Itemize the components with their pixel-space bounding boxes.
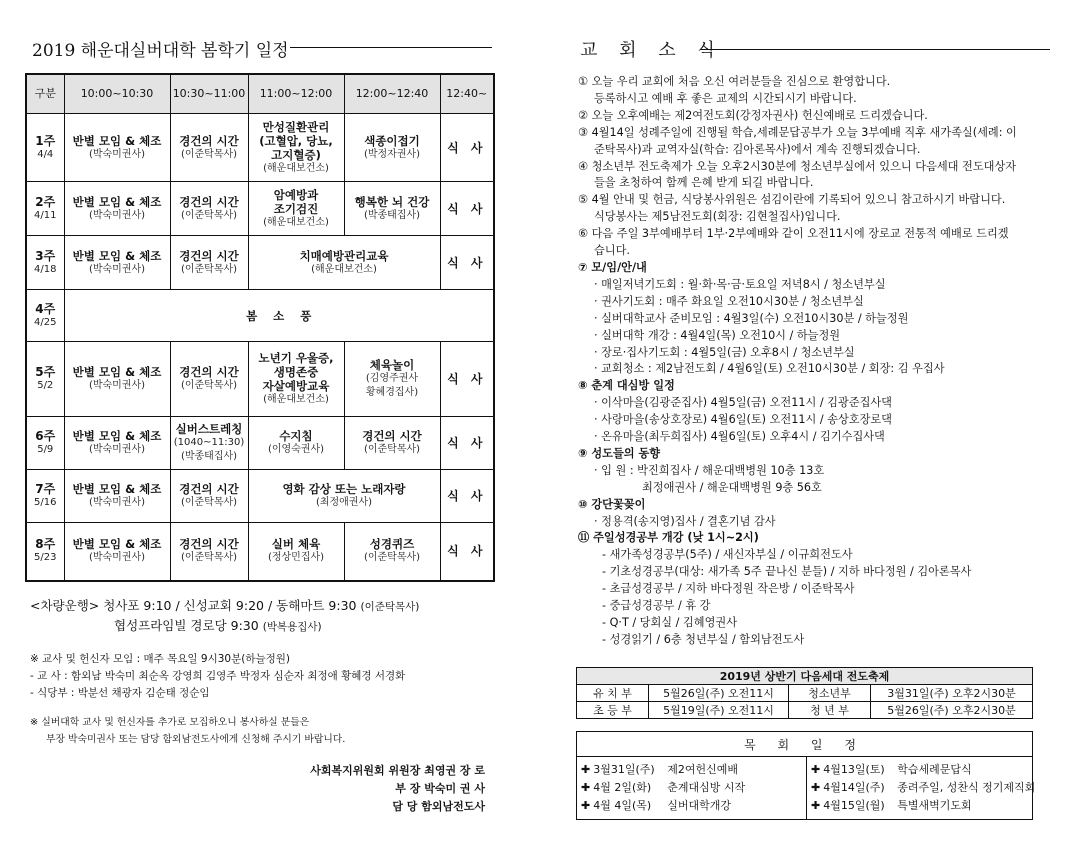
- activity-name: 경건의 시간: [179, 133, 239, 148]
- schedule-cell: [170, 114, 248, 182]
- schedule-cell: [344, 417, 440, 470]
- activity-name: 암예방과 조기검진: [273, 187, 319, 216]
- pastoral-date: 4월13일(토): [823, 763, 885, 776]
- activity-name: 경건의 시간: [179, 248, 239, 263]
- activity-leader: (이준탁목사): [363, 552, 421, 564]
- activity-name: 치매예방관리교육: [299, 248, 389, 263]
- week-label: 1주: [35, 133, 56, 148]
- activity-leader: (박종태집사): [363, 209, 421, 221]
- pastoral-date: 4월15일(월): [823, 799, 885, 812]
- schedule-row: [26, 523, 494, 581]
- activity-name: 반별 모임 & 체조: [72, 365, 162, 379]
- week-date: 4/25: [34, 316, 57, 328]
- pastoral-item: [581, 761, 802, 779]
- schedule-cell: [64, 417, 170, 470]
- week-label: 7주: [35, 482, 56, 496]
- pastoral-event: 실버대학개강: [667, 799, 731, 812]
- vehicle-label: <차량운행>: [30, 598, 100, 613]
- pastoral-item: [581, 779, 802, 797]
- news-line: - 새가족성경공부(5주) / 새신자부실 / 이규희전도사: [602, 548, 853, 562]
- festival-title: 2019년 상반기 다음세대 전도축제: [577, 668, 1033, 685]
- week-cell: [26, 290, 64, 342]
- news-line: · 온유마을(최두희집사) 4월6일(토) 오후4시 / 김기수집사댁: [594, 430, 885, 444]
- activity-leader: (이준탁목사): [363, 444, 421, 455]
- signature-manager: 담 당 함외남전도사: [392, 800, 485, 813]
- schedule-cell: [248, 342, 344, 417]
- meal-cell: 식 사: [440, 342, 494, 417]
- news-line: 식당봉사는 제5남전도회(회장: 김현철집사)입니다.: [594, 210, 841, 224]
- signature-head: 부 장 박숙미 권 사: [395, 782, 485, 795]
- schedule-cell: [344, 342, 440, 417]
- picnic-cell: 봄 소 풍: [64, 290, 494, 342]
- news-line: · 매일저녁기도회 : 월·화·목·금·토요일 저녁8시 / 청소년부실: [594, 277, 886, 291]
- activity-name: 노년기 우울증, 생명존중 자살예방교육: [258, 351, 334, 393]
- pastoral-event: 제2여헌신예배: [667, 763, 738, 776]
- table-header-row: [26, 74, 494, 114]
- meal-cell: 식 사: [440, 523, 494, 581]
- activity-leader: (이영숙권사): [267, 444, 325, 455]
- title-rule: [290, 47, 492, 48]
- news-line: - 초급성경공부 / 지하 바다정원 작은방 / 이준탁목사: [602, 582, 855, 596]
- news-line: · 이삭마을(김광준집사) 4월5일(금) 오전11시 / 김광준집사댁: [594, 396, 892, 410]
- vehicle-route-2: 협성프라임빌 경로당 9:30: [114, 618, 259, 633]
- activity-leader: (김영주권사 황혜경집사): [365, 373, 419, 398]
- schedule-cell: [170, 523, 248, 581]
- schedule-cell: [170, 236, 248, 290]
- kitchen-note: - 식당부 : 박분선 채광자 김순태 정순임: [30, 687, 210, 699]
- activity-name: 경건의 시간: [179, 482, 239, 496]
- news-heading: ⑦ 모/임/안/내: [578, 260, 647, 274]
- vehicle-driver-2: (박복용집사): [262, 621, 322, 633]
- pastoral-item: [581, 797, 802, 815]
- week-label: 6주: [35, 429, 56, 443]
- activity-name: 반별 모임 & 체조: [72, 248, 162, 263]
- activity-name: 성경퀴즈: [369, 537, 415, 552]
- pastoral-table: [576, 731, 1036, 820]
- activity-leader: (박숙미권사): [88, 380, 146, 391]
- schedule-cell: [248, 470, 440, 523]
- activity-name: 실버스트레칭: [175, 422, 243, 436]
- schedule-cell: [344, 182, 440, 236]
- news-line: · 장로·집사기도회 : 4월5일(금) 오후8시 / 청소년부실: [594, 345, 855, 359]
- schedule-cell: [344, 523, 440, 581]
- week-label: 5주: [35, 365, 56, 379]
- activity-leader: (박숙미권사): [88, 263, 146, 275]
- header-cell: 10:00~10:30: [64, 74, 170, 114]
- pastoral-date: 4월 2일(화): [593, 781, 652, 794]
- week-date: 5/2: [37, 380, 54, 391]
- pastoral-item: [811, 797, 1028, 815]
- header-cell: 11:00~12:00: [248, 74, 344, 114]
- news-line: 등록하시고 예배 후 좋은 교제의 시간되시기 바랍니다.: [594, 91, 857, 105]
- activity-name: 영화 감상 또는 노래자랑: [282, 482, 406, 496]
- header-cell: 12:00~12:40: [344, 74, 440, 114]
- meeting-note: ※ 교사 및 헌신자 모임 : 매주 목요일 9시30분(하늘정원): [30, 653, 290, 665]
- header-cell: 12:40~: [440, 74, 494, 114]
- teachers-note: - 교 사 : 함외남 박숙미 최순옥 강영희 김영주 박정자 심순자 최정애 황혜경 서경화: [30, 670, 406, 682]
- schedule-row: [26, 342, 494, 417]
- week-label: 4주: [35, 301, 56, 316]
- news-line: 최정애권사 / 해운대백병원 9층 56호: [642, 480, 822, 494]
- vehicle-driver-1: (이준탁목사): [360, 601, 420, 613]
- activity-name: 경건의 시간: [362, 429, 422, 443]
- news-line: ② 오늘 오후예배는 제2여전도회(강정자권사) 헌신예배로 드리겠습니다.: [578, 108, 928, 122]
- schedule-cell: [64, 182, 170, 236]
- week-cell: [26, 523, 64, 581]
- schedule-cell: [64, 236, 170, 290]
- activity-leader: (박숙미권사): [88, 148, 146, 160]
- meal-cell: 식 사: [440, 236, 494, 290]
- news-line: · 실버대학교사 준비모임 : 4월3일(수) 오전10시30분 / 하늘정원: [594, 311, 909, 325]
- activity-name: 실버 체육: [271, 537, 321, 552]
- news-heading: ⑧ 춘계 대심방 일정: [578, 379, 675, 393]
- news-line: - 중급성경공부 / 휴 강: [602, 599, 711, 613]
- news-line: 준탁목사)과 교역자실(학습: 김아론목사)에서 계속 진행되겠습니다.: [594, 142, 921, 156]
- news-heading: ⑨ 성도들의 동향: [578, 446, 661, 460]
- vehicle-line-1: [30, 597, 419, 616]
- schedule-cell: [170, 417, 248, 470]
- festival-date: 5월26일(주) 오후2시30분: [871, 702, 1033, 719]
- cross-icon: ✚: [811, 799, 821, 812]
- news-line: 들을 초청하여 함께 은혜 받게 되길 바랍니다.: [594, 176, 814, 190]
- meal-cell: 식 사: [440, 470, 494, 523]
- schedule-row: [26, 182, 494, 236]
- pastoral-date: 4월 4일(목): [593, 799, 652, 812]
- activity-name: 체육놀이: [369, 358, 415, 372]
- activity-leader: (해운대보건소): [263, 162, 329, 174]
- activity-name: 만성질환관리 (고혈압, 당뇨, 고지혈증): [259, 119, 333, 162]
- activity-name: 수지침: [279, 429, 313, 443]
- schedule-cell: [64, 342, 170, 417]
- schedule-row: [26, 417, 494, 470]
- news-line: · 실버대학 개강 : 4월4일(목) 오전10시 / 하늘정원: [594, 328, 841, 342]
- news-line: · 권사기도회 : 매주 화요일 오전10시30분 / 청소년부실: [594, 294, 864, 308]
- activity-leader: (해운대보건소): [311, 263, 377, 275]
- signature-chair: 사회복지위원회 위원장 최영권 장 로: [310, 764, 485, 777]
- schedule-cell: [248, 523, 344, 581]
- news-line: · 입 원 : 박진희집사 / 해운대백병원 10층 13호: [594, 463, 825, 477]
- week-cell: [26, 342, 64, 417]
- week-cell: [26, 182, 64, 236]
- activity-leader: (이준탁목사): [180, 148, 238, 160]
- activity-leader: (박숙미권사): [88, 209, 146, 221]
- news-line: · 교회청소 : 제2남전도회 / 4월6일(토) 오전10시30분 / 회장: 김 우집사: [594, 362, 945, 376]
- week-label: 3주: [35, 248, 56, 263]
- pastoral-item: [811, 761, 1028, 779]
- schedule-cell: [64, 470, 170, 523]
- header-cell: 구분: [26, 74, 64, 114]
- meal-cell: 식 사: [440, 114, 494, 182]
- festival-date: 5월19일(주) 오전11시: [649, 702, 789, 719]
- news-title-rule: [700, 49, 1050, 50]
- week-label: 2주: [35, 194, 56, 209]
- activity-leader: (박숙미권사): [88, 444, 146, 455]
- news-line: ① 오늘 우리 교회에 처음 오신 여러분들을 진심으로 환영합니다.: [578, 75, 891, 88]
- recruit-note-1: ※ 실버대학 교사 및 헌신자를 추가로 모집하오니 봉사하실 분들은: [30, 717, 310, 728]
- festival-dept: 청소년부: [789, 685, 871, 702]
- activity-name: 경건의 시간: [179, 194, 239, 209]
- meal-cell: 식 사: [440, 182, 494, 236]
- recruit-note-2: 부장 박숙미권사 또는 담당 함외남전도사에게 신청해 주시기 바랍니다.: [46, 734, 346, 745]
- schedule-cell: [170, 182, 248, 236]
- activity-leader: (최정애권사): [315, 497, 373, 508]
- schedule-cell: [64, 523, 170, 581]
- pastoral-date: 3월31일(주): [593, 763, 655, 776]
- news-title: 교 회 소 식: [580, 40, 723, 61]
- activity-leader: (박숙미권사): [88, 497, 146, 508]
- news-list: [578, 74, 1048, 649]
- cross-icon: ✚: [581, 781, 591, 794]
- week-cell: [26, 236, 64, 290]
- cross-icon: ✚: [811, 763, 821, 776]
- pastoral-event: 특별새벽기도회: [897, 799, 972, 812]
- news-line: - 기초성경공부(대상: 새가족 5주 끝나신 분들) / 지하 바다정원 / 김아론목사: [602, 565, 972, 579]
- week-cell: [26, 470, 64, 523]
- news-line: ④ 청소년부 전도축제가 오늘 오후2시30분에 청소년부실에서 있으니 다음세대 전도대상자: [578, 159, 1017, 173]
- cross-icon: ✚: [581, 799, 591, 812]
- pastoral-left: [577, 757, 807, 820]
- schedule-cell: [344, 114, 440, 182]
- activity-leader: (1040~11:30) (박종태집사): [173, 437, 245, 462]
- activity-leader: (정상민집사): [267, 552, 325, 564]
- meal-cell: 식 사: [440, 417, 494, 470]
- schedule-cell: [248, 182, 344, 236]
- activity-name: 반별 모임 & 체조: [72, 194, 162, 209]
- schedule-row: [26, 290, 494, 342]
- pastoral-date: 4월14일(주): [823, 781, 885, 794]
- schedule-cell: [64, 114, 170, 182]
- week-date: 5/16: [34, 497, 57, 508]
- festival-table: [576, 667, 1033, 719]
- cross-icon: ✚: [811, 781, 821, 794]
- news-line: - 성경읽기 / 6층 청년부실 / 함외남전도사: [602, 632, 805, 646]
- schedule-cell: [170, 470, 248, 523]
- news-heading: ⑩ 강단꽃꽂이: [578, 497, 646, 511]
- week-date: 4/11: [34, 209, 57, 221]
- news-line: - Q·T / 당회실 / 김혜영권사: [602, 616, 738, 629]
- activity-leader: (박정자권사): [363, 148, 421, 160]
- festival-dept: 유 치 부: [577, 685, 649, 702]
- festival-dept: 청 년 부: [789, 702, 871, 719]
- festival-date: 5월26일(주) 오전11시: [649, 685, 789, 702]
- activity-leader: (박숙미권사): [88, 552, 146, 564]
- activity-name: 색종이접기: [364, 133, 420, 148]
- news-heading: ⑪ 주일성경공부 개강 (낮 1시~2시): [578, 531, 759, 545]
- festival-dept: 초 등 부: [577, 702, 649, 719]
- news-line: · 사랑마을(송상호장로) 4월6일(토) 오전11시 / 송상호장로댁: [594, 413, 892, 427]
- news-line: ③ 4월14일 성례주일에 진행될 학습,세례문답공부가 오늘 3부예배 직후 새가족실(세례: 이: [578, 125, 1017, 139]
- news-line: ⑤ 4월 안내 및 헌금, 식당봉사위원은 섬김이란에 기록되어 있으니 참고하시기 바랍니다.: [578, 193, 1006, 207]
- week-cell: [26, 114, 64, 182]
- pastoral-event: 학습세례문답식: [897, 763, 972, 776]
- week-date: 4/18: [34, 263, 57, 275]
- activity-leader: (이준탁목사): [180, 497, 238, 508]
- schedule-cell: [248, 114, 344, 182]
- activity-name: 반별 모임 & 체조: [72, 133, 162, 148]
- pastoral-event: 춘계대심방 시작: [667, 781, 746, 794]
- news-line: ⑥ 다음 주일 3부예배부터 1부·2부예배와 같이 오전11시에 장로교 전통적 예배로 드리겠: [578, 227, 1009, 241]
- activity-name: 반별 모임 & 체조: [72, 482, 162, 496]
- schedule-row: [26, 470, 494, 523]
- schedule-cell: [170, 342, 248, 417]
- header-cell: 10:30~11:00: [170, 74, 248, 114]
- week-date: 5/23: [34, 552, 57, 564]
- schedule-cell: [248, 236, 440, 290]
- activity-leader: (해운대보건소): [263, 394, 329, 405]
- news-line: · 정용격(송지영)집사 / 결혼기념 감사: [594, 514, 776, 528]
- pastoral-item: [811, 779, 1036, 797]
- week-date: 5/9: [37, 444, 54, 455]
- cross-icon: ✚: [581, 763, 591, 776]
- activity-leader: (이준탁목사): [180, 380, 238, 391]
- activity-name: 반별 모임 & 체조: [72, 537, 162, 552]
- activity-name: 경건의 시간: [179, 537, 239, 552]
- news-line: 습니다.: [594, 244, 630, 258]
- schedule-title: 2019 해운대실버대학 봄학기 일정: [32, 41, 289, 61]
- activity-name: 행복한 뇌 건강: [354, 194, 430, 209]
- activity-name: 경건의 시간: [179, 365, 239, 379]
- activity-leader: (해운대보건소): [263, 216, 329, 228]
- week-date: 4/4: [37, 148, 54, 160]
- week-label: 8주: [35, 537, 56, 552]
- pastoral-title: 목 회 일 정: [577, 732, 1033, 757]
- pastoral-right: [807, 757, 1036, 820]
- vehicle-route-1: 청사포 9:10 / 신성교회 9:20 / 동해마트 9:30: [103, 598, 357, 613]
- vehicle-line-2: [114, 617, 322, 636]
- activity-leader: (이준탁목사): [180, 209, 238, 221]
- activity-name: 반별 모임 & 체조: [72, 429, 162, 443]
- schedule-row: [26, 114, 494, 182]
- schedule-table: [25, 73, 495, 582]
- schedule-row: [26, 236, 494, 290]
- activity-leader: (이준탁목사): [180, 263, 238, 275]
- festival-date: 3월31일(주) 오후2시30분: [871, 685, 1033, 702]
- week-cell: [26, 417, 64, 470]
- activity-leader: (이준탁목사): [180, 552, 238, 564]
- pastoral-event: 종려주일, 성찬식 정기제직회: [897, 781, 1036, 794]
- schedule-cell: [248, 417, 344, 470]
